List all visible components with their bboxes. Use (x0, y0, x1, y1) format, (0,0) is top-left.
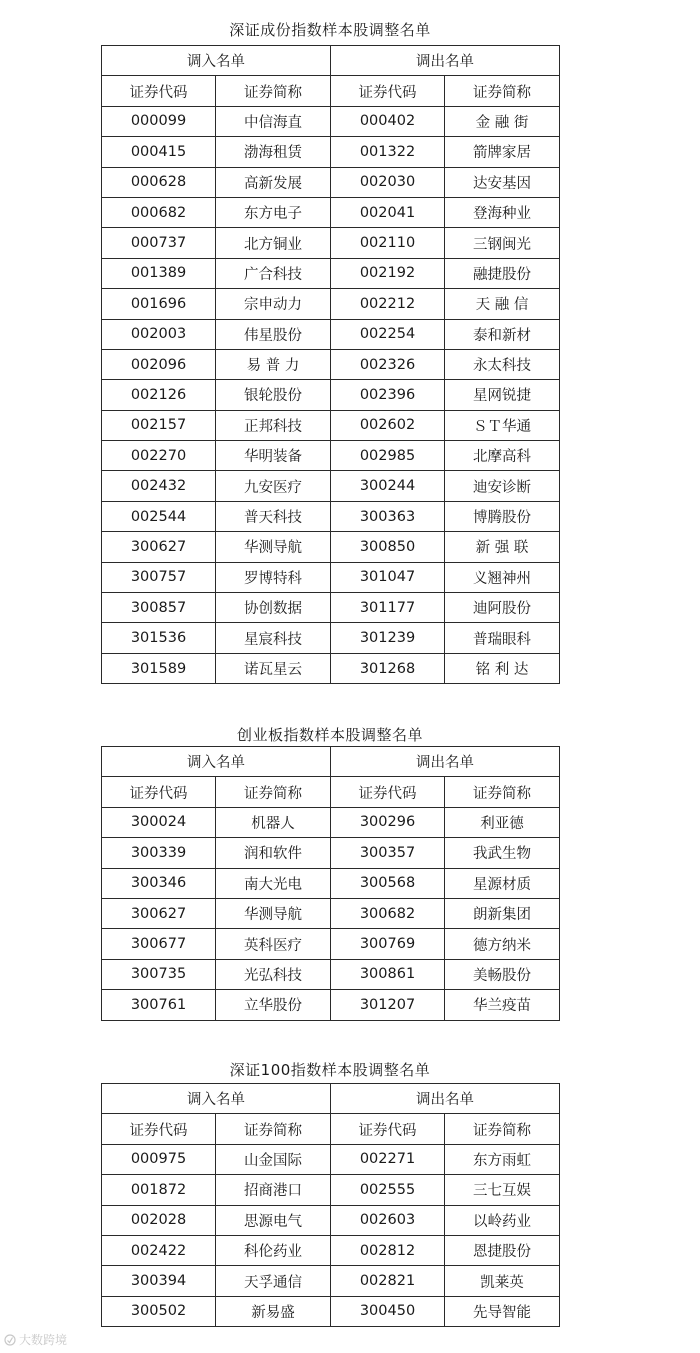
column-header-code: 证券代码 (102, 777, 216, 807)
table-row (102, 868, 560, 898)
table-row (102, 1144, 560, 1174)
in-code-cell: 300757 (102, 562, 216, 592)
column-header-code: 证券代码 (331, 76, 445, 106)
table-row (102, 838, 560, 868)
in-list-header: 调入名单 (102, 46, 331, 76)
out-code-cell: 300450 (331, 1296, 445, 1326)
out-code-cell: 002396 (331, 380, 445, 410)
in-name-cell: 华测导航 (216, 898, 331, 928)
table-group-header-row (102, 1084, 560, 1114)
table-row (102, 898, 560, 928)
out-code-cell: 002555 (331, 1175, 445, 1205)
in-code-cell: 002028 (102, 1205, 216, 1235)
out-list-header: 调出名单 (331, 1084, 560, 1114)
watermark (4, 1331, 67, 1348)
out-code-cell: 002812 (331, 1235, 445, 1265)
out-name-cell: 朗新集团 (445, 898, 560, 928)
table-group-header-row (102, 46, 560, 76)
in-code-cell: 002096 (102, 349, 216, 379)
in-code-cell: 000975 (102, 1144, 216, 1174)
table-column-header-row (102, 1114, 560, 1144)
table-group-header-row (102, 747, 560, 777)
out-code-cell: 301239 (331, 623, 445, 653)
in-name-cell: 科伦药业 (216, 1235, 331, 1265)
watermark-text: 大数跨境 (19, 1333, 68, 1347)
brand-logo-icon (4, 1334, 16, 1346)
in-code-cell: 300735 (102, 959, 216, 989)
table-row (102, 959, 560, 989)
out-code-cell: 001322 (331, 137, 445, 167)
in-code-cell: 301589 (102, 653, 216, 683)
table-row (102, 319, 560, 349)
out-code-cell: 002110 (331, 228, 445, 258)
in-code-cell: 000628 (102, 167, 216, 197)
table-row (102, 1296, 560, 1326)
in-code-cell: 002544 (102, 501, 216, 531)
table-szse-component (101, 45, 560, 684)
out-code-cell: 002212 (331, 289, 445, 319)
out-name-cell: 美畅股份 (445, 959, 560, 989)
column-header-name: 证券简称 (216, 777, 331, 807)
in-code-cell: 300627 (102, 532, 216, 562)
out-name-cell: 铭 利 达 (445, 653, 560, 683)
out-code-cell: 300296 (331, 807, 445, 837)
out-name-cell: 北摩高科 (445, 441, 560, 471)
out-name-cell: 达安基因 (445, 167, 560, 197)
table-row (102, 471, 560, 501)
section-title-szse-component: 深证成份指数样本股调整名单 (229, 21, 431, 39)
table-row (102, 807, 560, 837)
in-code-cell: 301536 (102, 623, 216, 653)
table-row (102, 501, 560, 531)
out-code-cell: 300769 (331, 929, 445, 959)
out-name-cell: 登海种业 (445, 197, 560, 227)
out-name-cell: 普瑞眼科 (445, 623, 560, 653)
out-name-cell: 东方雨虹 (445, 1144, 560, 1174)
in-name-cell: 宗申动力 (216, 289, 331, 319)
out-name-cell: 德方纳米 (445, 929, 560, 959)
out-code-cell: 300682 (331, 898, 445, 928)
in-name-cell: 银轮股份 (216, 380, 331, 410)
table-row (102, 410, 560, 440)
in-name-cell: 易 普 力 (216, 349, 331, 379)
table-row (102, 1205, 560, 1235)
out-code-cell: 301047 (331, 562, 445, 592)
in-name-cell: 新易盛 (216, 1296, 331, 1326)
in-code-cell: 002157 (102, 410, 216, 440)
in-name-cell: 广合科技 (216, 258, 331, 288)
column-header-name: 证券简称 (216, 1114, 331, 1144)
in-name-cell: 思源电气 (216, 1205, 331, 1235)
section-title-chinext: 创业板指数样本股调整名单 (236, 726, 423, 744)
in-name-cell: 润和软件 (216, 838, 331, 868)
in-code-cell: 300502 (102, 1296, 216, 1326)
out-code-cell: 002603 (331, 1205, 445, 1235)
out-code-cell: 002985 (331, 441, 445, 471)
in-code-cell: 002003 (102, 319, 216, 349)
in-code-cell: 002422 (102, 1235, 216, 1265)
in-name-cell: 天孚通信 (216, 1266, 331, 1296)
out-code-cell: 000402 (331, 106, 445, 136)
in-name-cell: 华明装备 (216, 441, 331, 471)
table-row (102, 349, 560, 379)
out-name-cell: 凯莱英 (445, 1266, 560, 1296)
table-row (102, 653, 560, 683)
table-row (102, 289, 560, 319)
in-name-cell: 星宸科技 (216, 623, 331, 653)
in-name-cell: 九安医疗 (216, 471, 331, 501)
out-name-cell: 融捷股份 (445, 258, 560, 288)
in-name-cell: 中信海直 (216, 106, 331, 136)
out-name-cell: 以岭药业 (445, 1205, 560, 1235)
out-code-cell: 300568 (331, 868, 445, 898)
in-name-cell: 英科医疗 (216, 929, 331, 959)
in-name-cell: 正邦科技 (216, 410, 331, 440)
in-code-cell: 000099 (102, 106, 216, 136)
table-row (102, 167, 560, 197)
in-code-cell: 001696 (102, 289, 216, 319)
out-name-cell: 天 融 信 (445, 289, 560, 319)
in-name-cell: 立华股份 (216, 990, 331, 1020)
table-row (102, 532, 560, 562)
in-name-cell: 诺瓦星云 (216, 653, 331, 683)
out-code-cell: 002192 (331, 258, 445, 288)
out-name-cell: 利亚德 (445, 807, 560, 837)
out-name-cell: 我武生物 (445, 838, 560, 868)
in-name-cell: 罗博特科 (216, 562, 331, 592)
out-name-cell: 义翘神州 (445, 562, 560, 592)
section-title-szse-100: 深证100指数样本股调整名单 (229, 1061, 431, 1079)
out-code-cell: 301177 (331, 593, 445, 623)
table-row (102, 228, 560, 258)
out-name-cell: 星网锐捷 (445, 380, 560, 410)
out-name-cell: 泰和新材 (445, 319, 560, 349)
out-name-cell: 新 强 联 (445, 532, 560, 562)
out-name-cell: ＳＴ华通 (445, 410, 560, 440)
out-name-cell: 箭牌家居 (445, 137, 560, 167)
table-row (102, 106, 560, 136)
table-column-header-row (102, 76, 560, 106)
in-list-header: 调入名单 (102, 747, 331, 777)
out-code-cell: 300244 (331, 471, 445, 501)
table-row (102, 441, 560, 471)
out-name-cell: 恩捷股份 (445, 1235, 560, 1265)
out-code-cell: 002041 (331, 197, 445, 227)
in-code-cell: 001872 (102, 1175, 216, 1205)
column-header-name: 证券简称 (445, 76, 560, 106)
in-name-cell: 伟星股份 (216, 319, 331, 349)
out-code-cell: 002821 (331, 1266, 445, 1296)
out-code-cell: 002030 (331, 167, 445, 197)
column-header-code: 证券代码 (102, 1114, 216, 1144)
in-name-cell: 普天科技 (216, 501, 331, 531)
out-name-cell: 永太科技 (445, 349, 560, 379)
out-code-cell: 002326 (331, 349, 445, 379)
in-name-cell: 机器人 (216, 807, 331, 837)
in-code-cell: 000737 (102, 228, 216, 258)
in-code-cell: 300339 (102, 838, 216, 868)
in-code-cell: 300857 (102, 593, 216, 623)
in-name-cell: 高新发展 (216, 167, 331, 197)
out-list-header: 调出名单 (331, 46, 560, 76)
in-name-cell: 山金国际 (216, 1144, 331, 1174)
table-row (102, 990, 560, 1020)
in-code-cell: 002126 (102, 380, 216, 410)
out-name-cell: 博腾股份 (445, 501, 560, 531)
column-header-name: 证券简称 (445, 1114, 560, 1144)
column-header-code: 证券代码 (102, 76, 216, 106)
out-name-cell: 星源材质 (445, 868, 560, 898)
out-name-cell: 迪阿股份 (445, 593, 560, 623)
column-header-name: 证券简称 (445, 777, 560, 807)
out-code-cell: 300357 (331, 838, 445, 868)
table-szse-100 (101, 1083, 560, 1327)
column-header-code: 证券代码 (331, 1114, 445, 1144)
in-name-cell: 协创数据 (216, 593, 331, 623)
out-code-cell: 301207 (331, 990, 445, 1020)
out-code-cell: 002602 (331, 410, 445, 440)
out-code-cell: 300850 (331, 532, 445, 562)
out-name-cell: 金 融 街 (445, 106, 560, 136)
out-name-cell: 华兰疫苗 (445, 990, 560, 1020)
in-name-cell: 北方铜业 (216, 228, 331, 258)
in-code-cell: 300677 (102, 929, 216, 959)
table-row (102, 137, 560, 167)
out-name-cell: 三七互娱 (445, 1175, 560, 1205)
column-header-name: 证券简称 (216, 76, 331, 106)
out-name-cell: 三钢闽光 (445, 228, 560, 258)
in-code-cell: 300761 (102, 990, 216, 1020)
table-row (102, 562, 560, 592)
out-code-cell: 301268 (331, 653, 445, 683)
table-column-header-row (102, 777, 560, 807)
table-row (102, 197, 560, 227)
in-code-cell: 300627 (102, 898, 216, 928)
table-row (102, 1175, 560, 1205)
table-row (102, 258, 560, 288)
table-row (102, 380, 560, 410)
in-code-cell: 001389 (102, 258, 216, 288)
column-header-code: 证券代码 (331, 777, 445, 807)
in-code-cell: 000682 (102, 197, 216, 227)
out-name-cell: 迪安诊断 (445, 471, 560, 501)
in-code-cell: 300394 (102, 1266, 216, 1296)
in-name-cell: 招商港口 (216, 1175, 331, 1205)
out-code-cell: 002254 (331, 319, 445, 349)
out-code-cell: 300861 (331, 959, 445, 989)
out-code-cell: 300363 (331, 501, 445, 531)
in-list-header: 调入名单 (102, 1084, 331, 1114)
table-row (102, 1235, 560, 1265)
in-code-cell: 002270 (102, 441, 216, 471)
table-row (102, 623, 560, 653)
in-name-cell: 华测导航 (216, 532, 331, 562)
table-row (102, 929, 560, 959)
table-row (102, 593, 560, 623)
out-list-header: 调出名单 (331, 747, 560, 777)
in-name-cell: 东方电子 (216, 197, 331, 227)
in-name-cell: 渤海租赁 (216, 137, 331, 167)
in-name-cell: 南大光电 (216, 868, 331, 898)
in-code-cell: 300346 (102, 868, 216, 898)
in-code-cell: 300024 (102, 807, 216, 837)
in-name-cell: 光弘科技 (216, 959, 331, 989)
out-code-cell: 002271 (331, 1144, 445, 1174)
table-row (102, 1266, 560, 1296)
in-code-cell: 002432 (102, 471, 216, 501)
table-chinext (101, 746, 560, 1021)
out-name-cell: 先导智能 (445, 1296, 560, 1326)
in-code-cell: 000415 (102, 137, 216, 167)
